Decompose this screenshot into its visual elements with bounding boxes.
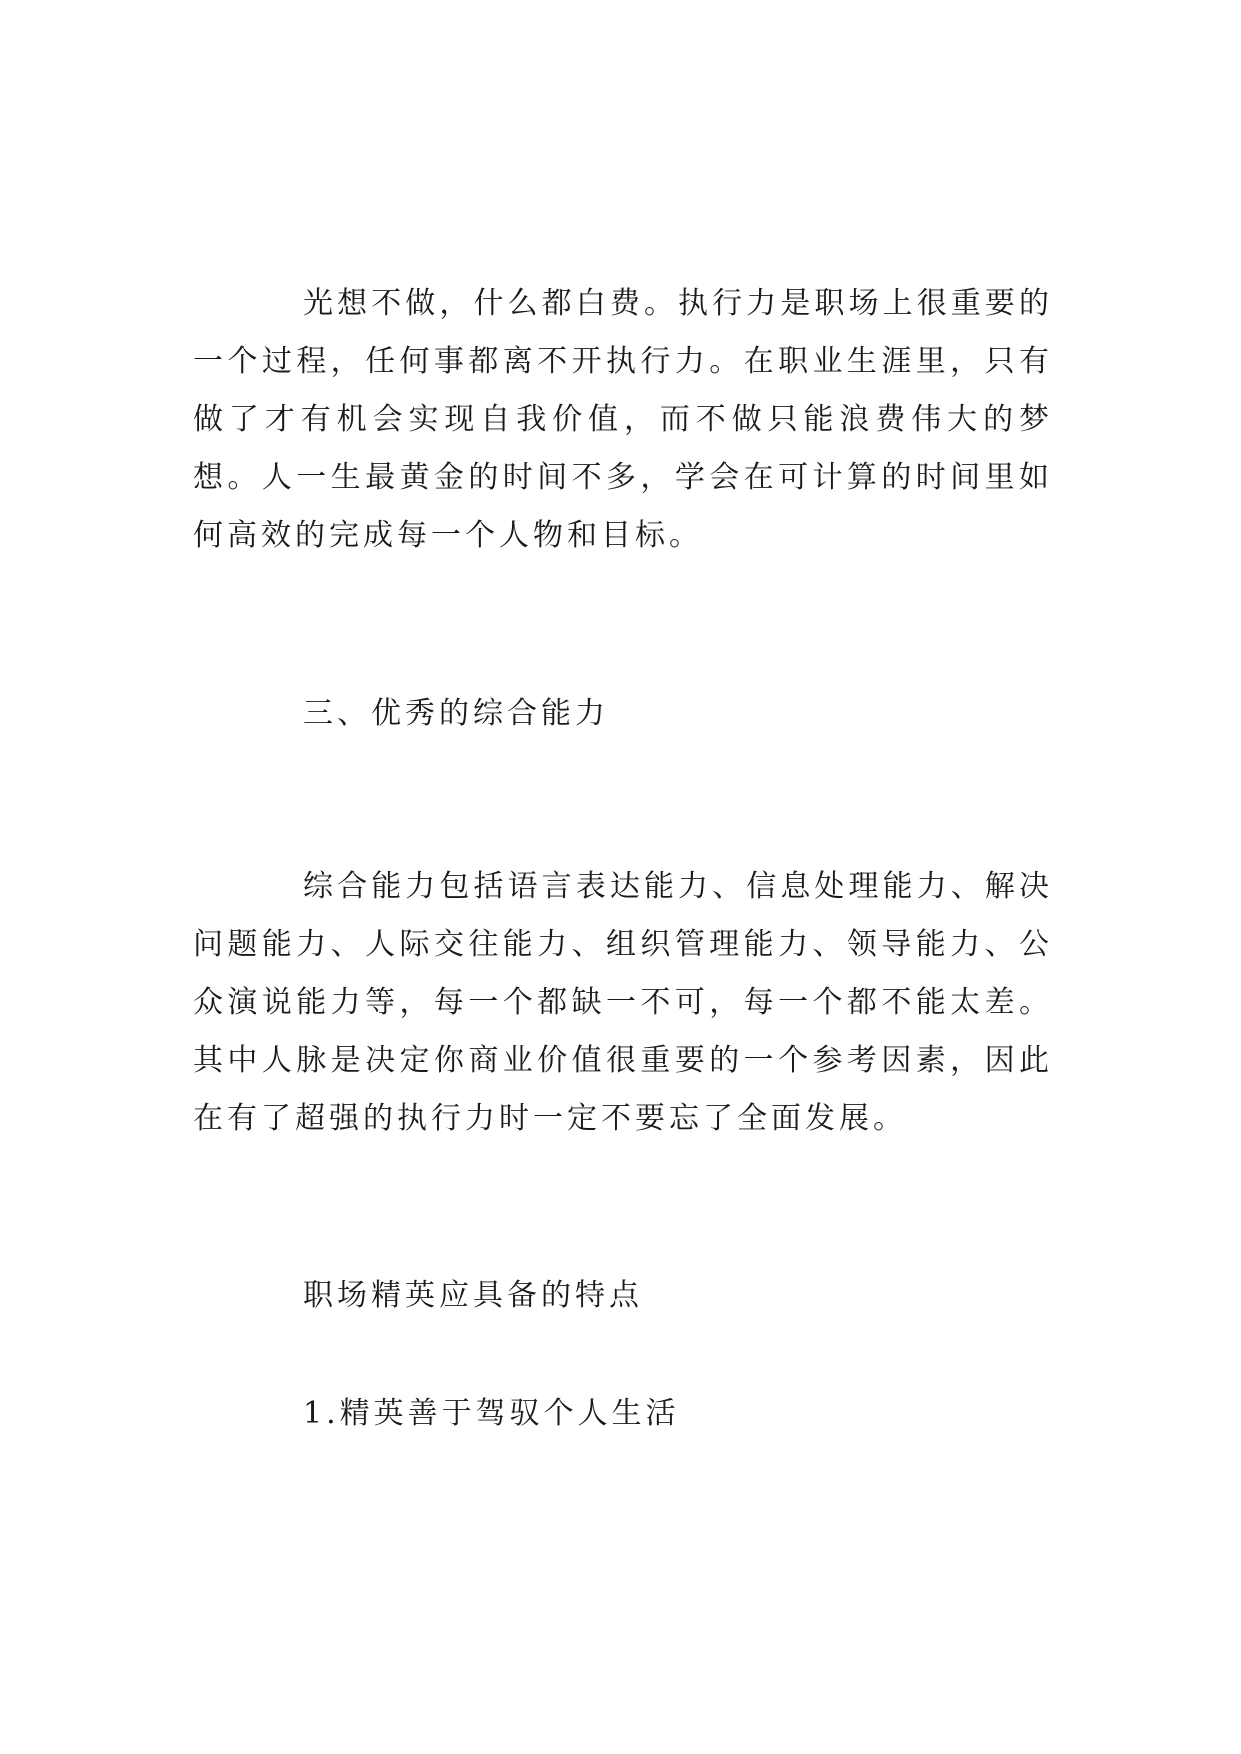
- section-title-elite: 职场精英应具备的特点: [303, 1278, 643, 1313]
- body-paragraph-execution: 光想不做，什么都白费。执行力是职场上很重要的一个过程，任何事都离不开执行力。在职业生涯里，只有做了才有机会实现自我价值，而不做只能浪费伟大的梦想。人一生最黄金的时间不多，学会在可计算的时间里如何高效的完成每一个人物和目标。: [193, 286, 1053, 553]
- section-heading-3: 三、优秀的综合能力: [303, 696, 609, 731]
- list-item-1: 1.精英善于驾驭个人生活: [303, 1396, 680, 1431]
- body-paragraph-abilities: 综合能力包括语言表达能力、信息处理能力、解决问题能力、人际交往能力、组织管理能力、领导能力、公众演说能力等，每一个都缺一不可，每一个都不能太差。其中人脉是决定你商业价值很重要的一个参考因素，因此在有了超强的执行力时一定不要忘了全面发展。: [193, 869, 1053, 1136]
